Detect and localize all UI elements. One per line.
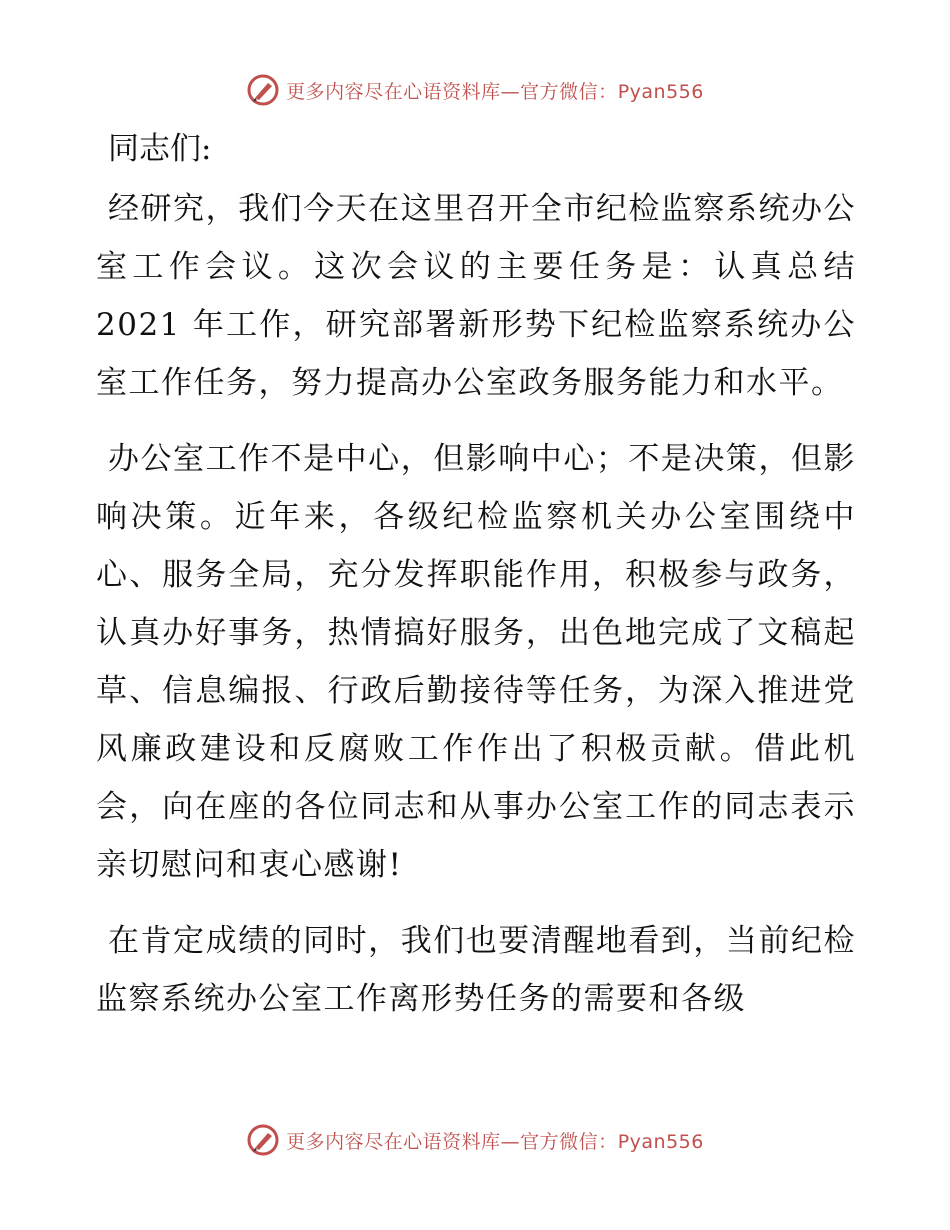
watermark-separator: — (500, 80, 521, 103)
watermark-text (286, 77, 704, 104)
watermark-wechat-id: Pyan556 (617, 1130, 704, 1153)
watermark-separator: — (500, 1130, 521, 1153)
watermark-text (286, 1127, 704, 1154)
watermark-slogan: 更多内容尽在心语资料库 (286, 1130, 501, 1153)
watermark-official-label: 官方微信： (520, 80, 618, 103)
watermark-banner-bottom (0, 1120, 950, 1160)
pen-logo-icon (246, 1123, 280, 1157)
pen-logo-icon (246, 73, 280, 107)
watermark-slogan: 更多内容尽在心语资料库 (286, 80, 501, 103)
watermark-banner-top (0, 70, 950, 110)
document-body (96, 120, 856, 1046)
paragraph-3: 在肯定成绩的同时，我们也要清醒地看到，当前纪检监察系统办公室工作离形势任务的需要和各级 (96, 923, 856, 1017)
paragraph-2: 办公室工作不是中心，但影响中心；不是决策，但影响决策。近年来，各级纪检监察机关办公室围绕中心、服务全局，充分发挥职能作用，积极参与政务，认真办好事务，热情搞好服务，出色地完成了文稿起草、信息编报、行政后勤接待等任务，为深入推进党风廉政建设和反腐败工作作出了积极贡献。借此机会，向在座的各位同志和从事办公室工作的同志表示亲切慰问和衷心感谢! (96, 441, 856, 883)
paragraph-1: 经研究，我们今天在这里召开全市纪检监察系统办公室工作会议。这次会议的主要任务是：认真总结 2021 年工作，研究部署新形势下纪检监察系统办公室工作任务，努力提高办公室政务服务能力和水平。 (96, 191, 856, 401)
watermark-official-label: 官方微信： (520, 1130, 618, 1153)
watermark-wechat-id: Pyan556 (617, 80, 704, 103)
greeting: 同志们: (108, 131, 212, 167)
